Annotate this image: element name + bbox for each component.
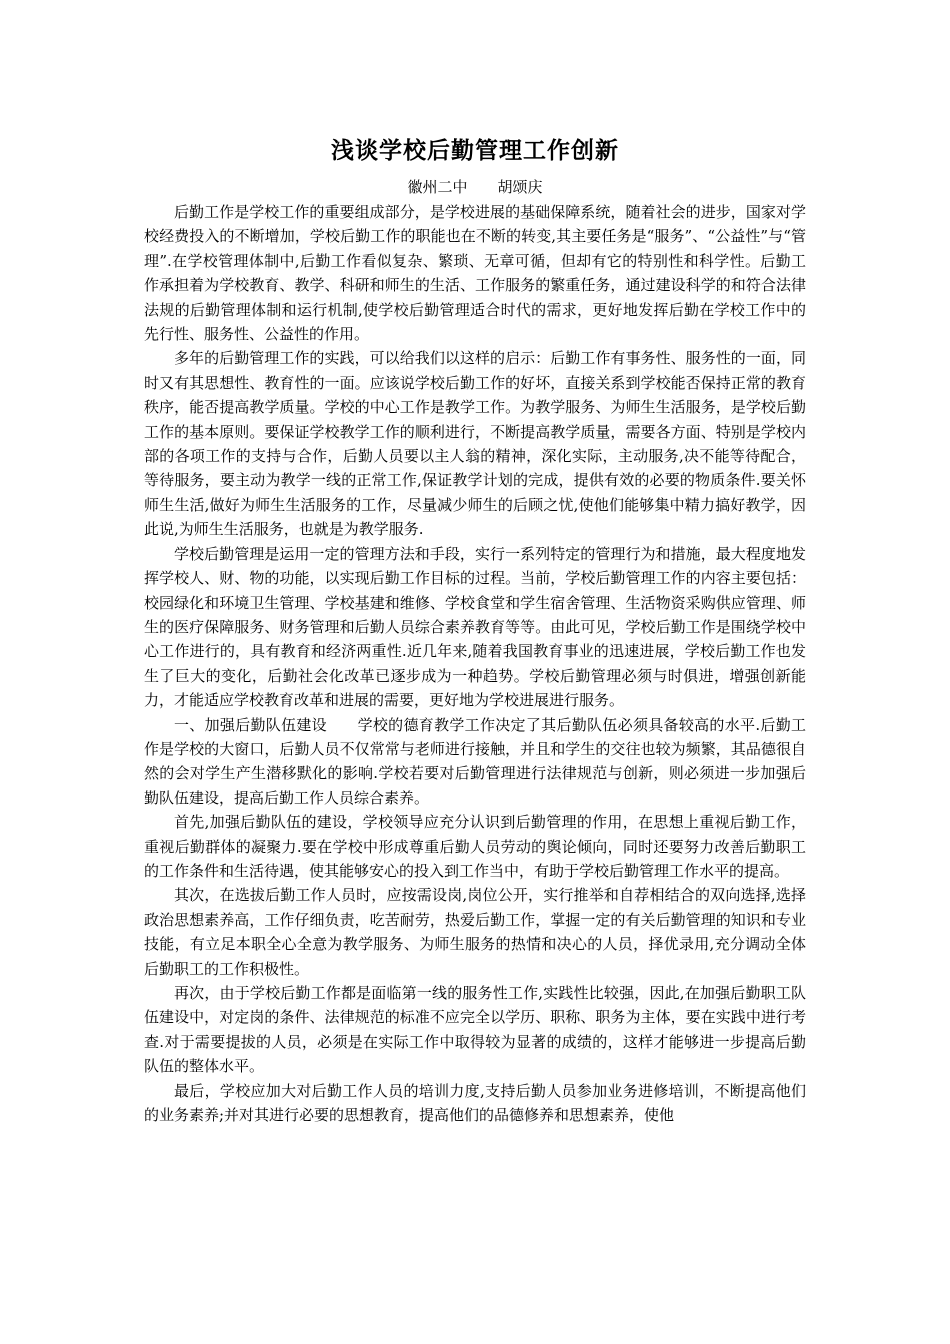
paragraph: 多年的后勤管理工作的实践，可以给我们以这样的启示：后勤工作有事务性、服务性的一面，同时又有其思想性、教育性的一面。应该说学校后勤工作的好坏，直接关系到学校能否保持正常的教育秩序，能否提高教学质量。学校的中心工作是教学工作。为教学服务、为师生生活服务，是学校后勤工作的基本原则。要保证学校教学工作的顺利进行，不断提高教学质量，需要各方面、特别是学校内部的各项工作的支持与合作，后勤人员要以主人翁的精神，深化实际，主动服务,决不能等待配合，等待服务，要主动为教学一线的正常工作,保证教学计划的完成，提供有效的必要的物质条件.要关怀师生生活,做好为师生生活服务的工作，尽量减少师生的后顾之忧,使他们能够集中精力搞好教学，因此说,为师生生活服务，也就是为教学服务. (144, 349, 806, 539)
paragraph: 再次，由于学校后勤工作都是面临第一线的服务性工作,实践性比较强，因此,在加强后勤职工队伍建设中，对定岗的条件、法律规范的标准不应完全以学历、职称、职务为主体，要在实践中进行考查.对于需要提拔的人员，必须是在实际工作中取得较为显著的成绩的，这样才能够进一步提高后勤队伍的整体水平。 (144, 984, 806, 1076)
paragraph: 其次，在选拔后勤工作人员时，应按需设岗,岗位公开，实行推举和自荐相结合的双向选择,选择政治思想素养高，工作仔细负责，吃苦耐劳，热爱后勤工作，掌握一定的有关后勤管理的知识和专业技能，有立足本职全心全意为教学服务、为师生服务的热情和决心的人员，择优录用,充分调动全体后勤职工的工作积极性。 (144, 886, 806, 978)
paragraph: 首先,加强后勤队伍的建设，学校领导应充分认识到后勤管理的作用，在思想上重视后勤工作，重视后勤群体的凝聚力.要在学校中形成尊重后勤人员劳动的舆论倾向，同时还要努力改善后勤职工的工作条件和生活待遇，使其能够安心的投入到工作当中，有助于学校后勤管理工作水平的提高。 (144, 813, 806, 880)
document-body (144, 200, 806, 1127)
document-title: 浅谈学校后勤管理工作创新 (331, 137, 619, 164)
author-line: 徽州二中 胡颂庆 (407, 178, 543, 196)
paragraph: 最后，学校应加大对后勤工作人员的培训力度,支持后勤人员参加业务进修培训，不断提高他们的业务素养;并对其进行必要的思想教育，提高他们的品德修养和思想素养，使他 (144, 1081, 806, 1125)
paragraph: 后勤工作是学校工作的重要组成部分，是学校进展的基础保障系统，随着社会的进步，国家对学校经费投入的不断增加，学校后勤工作的职能也在不断的转变,其主要任务是“服务”、“公益性”与“管理”.在学校管理体制中,后勤工作看似复杂、繁琐、无章可循，但却有它的特别性和科学性。后勤工作承担着为学校教育、教学、科研和师生的生活、工作服务的繁重任务，通过建设科学的和符合法律法规的后勤管理体制和运行机制,使学校后勤管理适合时代的需求，更好地发挥后勤在学校工作中的先行性、服务性、公益性的作用。 (144, 203, 806, 344)
paragraph: 学校后勤管理是运用一定的管理方法和手段，实行一系列特定的管理行为和措施，最大程度地发挥学校人、财、物的功能，以实现后勤工作目标的过程。当前，学校后勤管理工作的内容主要包括：校园绿化和环境卫生管理、学校基建和维修、学校食堂和学生宿舍管理、生活物资采购供应管理、师生的医疗保障服务、财务管理和后勤人员综合素养教育等等。由此可见，学校后勤工作是围绕学校中心工作进行的，具有教育和经济两重性.近几年来,随着我国教育事业的迅速进展，学校后勤工作也发生了巨大的变化，后勤社会化改革已逐步成为一种趋势。学校后勤管理必须与时俱进，增强创新能力，才能适应学校教育改革和进展的需要，更好地为学校进展进行服务。 (144, 544, 806, 710)
paragraph-section-heading: 一、加强后勤队伍建设 学校的德育教学工作决定了其后勤队伍必须具备较高的水平.后勤工作是学校的大窗口，后勤人员不仅常常与老师进行接触，并且和学生的交往也较为频繁，其品德很自然的会对学生产生潜移默化的影响.学校若要对后勤管理进行法律规范与创新，则必须进一步加强后勤队伍建设，提高后勤工作人员综合素养。 (144, 715, 806, 807)
